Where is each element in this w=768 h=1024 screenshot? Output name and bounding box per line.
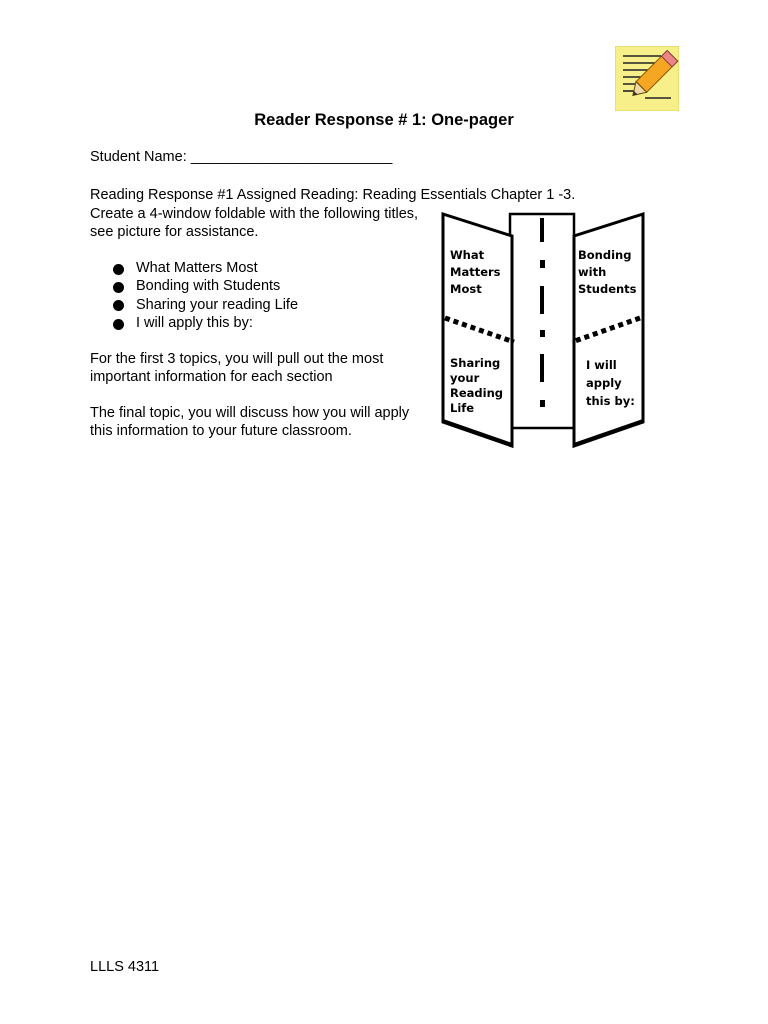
foldable-label-bonding: Bonding with Students (578, 248, 637, 296)
foldable-label-apply: I will apply this by: (586, 358, 635, 408)
topic-list (113, 259, 298, 333)
course-code-footer: LLLS 4311 (90, 959, 160, 975)
foldable-label-what-matters: What Matters Most (450, 248, 501, 296)
paragraph-topics: For the first 3 topics, you will pull out the most important information for each section (90, 351, 384, 386)
list-item: Sharing your reading Life (113, 296, 298, 314)
student-name-field: Student Name: _________________________ (90, 149, 393, 165)
instructions-text: Create a 4-window foldable with the following titles, see picture for assistance. (90, 206, 419, 241)
list-item: I will apply this by: (113, 314, 298, 332)
paragraph-final-topic: The final topic, you will discuss how you will apply this information to your future classroom. (90, 405, 410, 440)
bullet-icon (113, 282, 124, 293)
foldable-label-sharing: Sharing your Reading Life (450, 356, 504, 415)
assigned-reading-text: Reading Response #1 Assigned Reading: Reading Essentials Chapter 1 -3. (90, 187, 576, 203)
foldable-diagram (440, 210, 646, 450)
notepad-pencil-icon (615, 46, 679, 111)
bullet-icon (113, 300, 124, 311)
bullet-icon (113, 264, 124, 275)
page-title: Reader Response # 1: One-pager (254, 111, 514, 129)
bullet-icon (113, 319, 124, 330)
list-item: What Matters Most (113, 259, 298, 277)
list-item: Bonding with Students (113, 277, 298, 295)
